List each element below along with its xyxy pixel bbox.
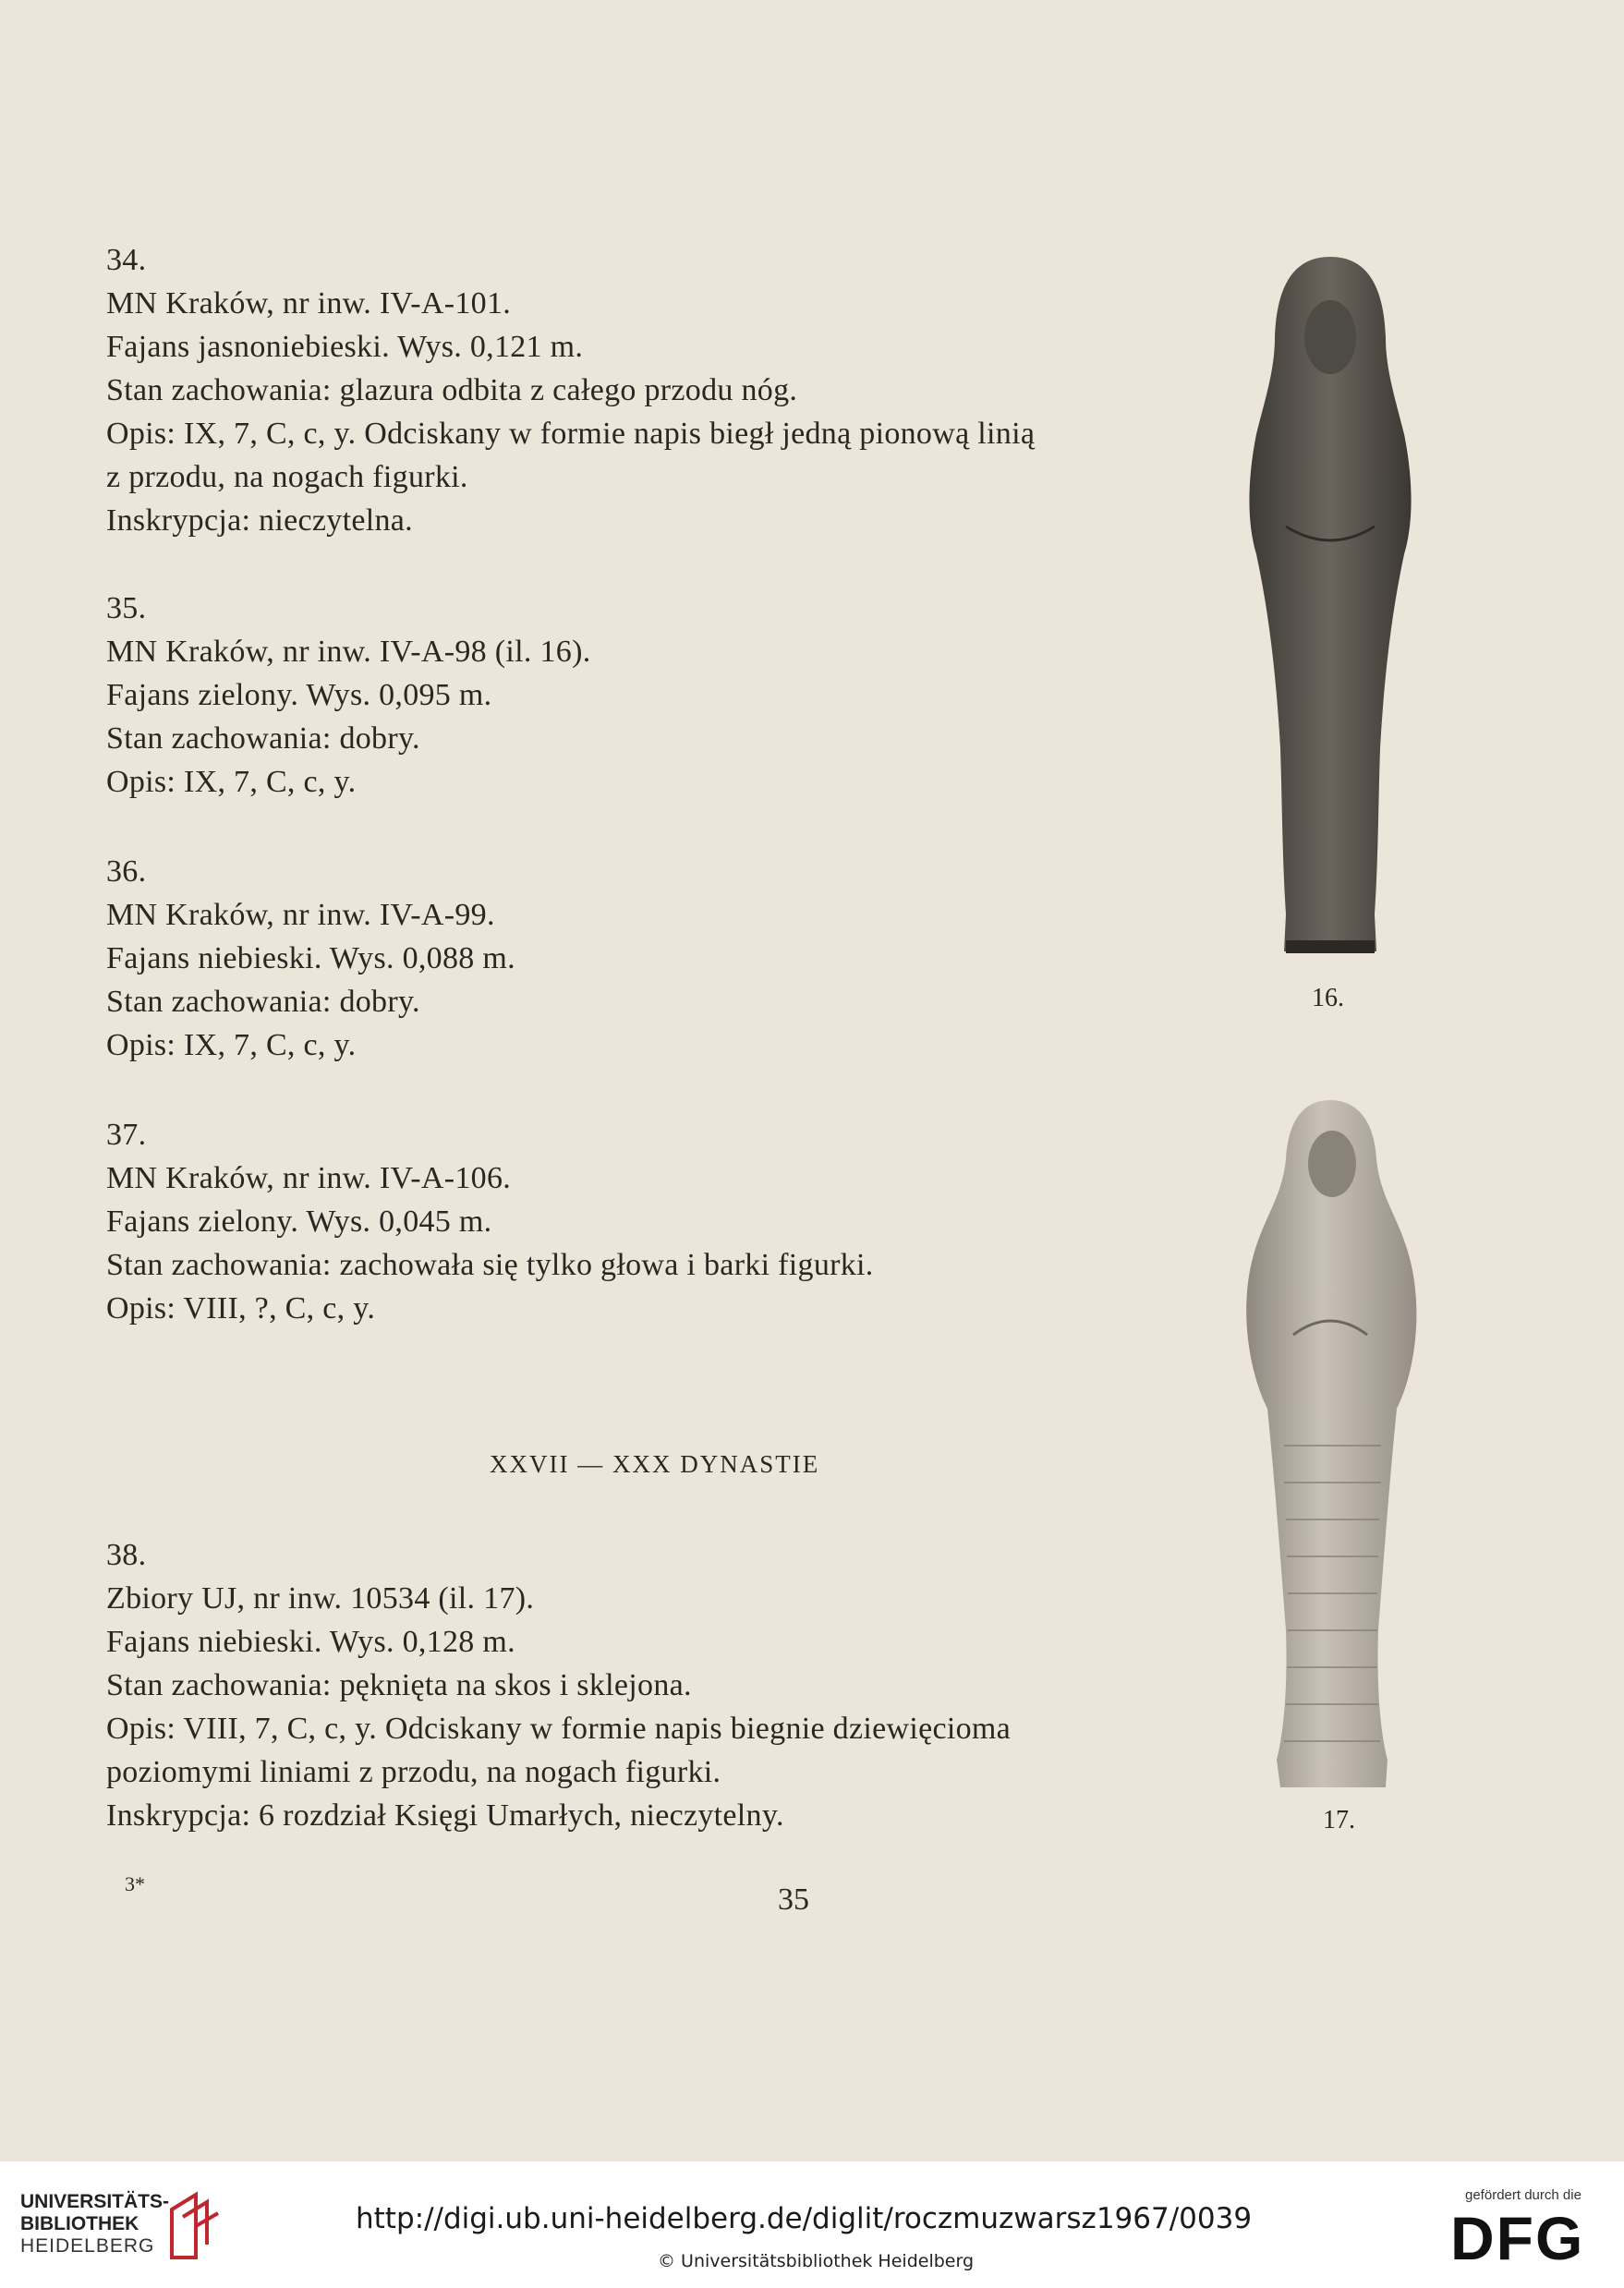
copyright-notice: © Universitätsbibliothek Heidelberg bbox=[658, 2251, 975, 2271]
entry-line: Zbiory UJ, nr inw. 10534 (il. 17). bbox=[106, 1581, 535, 1616]
entry-line: Opis: IX, 7, C, c, y. bbox=[106, 765, 357, 799]
figure-caption-16: 16. bbox=[1312, 984, 1344, 1012]
entry-line: Stan zachowania: pęknięta na skos i sklejona. bbox=[106, 1668, 692, 1702]
entry-line: Opis: VIII, ?, C, c, y. bbox=[106, 1291, 376, 1326]
entry-line: MN Kraków, nr inw. IV-A-99. bbox=[106, 898, 495, 932]
catalog-entry-38 bbox=[106, 1533, 1169, 1837]
entry-number: 37. bbox=[106, 1118, 147, 1152]
ushabti-figure-17 bbox=[1229, 1095, 1432, 1806]
entry-line: Inskrypcja: nieczytelna. bbox=[106, 503, 413, 538]
entry-number: 34. bbox=[106, 243, 147, 277]
dfg-logo: DFG bbox=[1450, 2204, 1585, 2272]
library-name-line1: UNIVERSITÄTS- bbox=[20, 2191, 170, 2212]
entry-number: 35. bbox=[106, 591, 147, 625]
entry-line: Opis: IX, 7, C, c, y. Odciskany w formie napis biegł jedną pionową linią bbox=[106, 417, 1036, 451]
catalog-entry-37 bbox=[106, 1113, 1169, 1330]
entry-line: Fajans zielony. Wys. 0,045 m. bbox=[106, 1205, 492, 1239]
entry-number: 38. bbox=[106, 1538, 147, 1572]
library-logo bbox=[20, 2191, 169, 2258]
section-heading: XXVII — XXX DYNASTIE bbox=[490, 1450, 820, 1478]
entry-line: Opis: IX, 7, C, c, y. bbox=[106, 1028, 357, 1062]
entry-line: z przodu, na nogach figurki. bbox=[106, 460, 468, 494]
catalog-entry-35 bbox=[106, 587, 1169, 804]
signature-mark: 3* bbox=[125, 1872, 145, 1895]
entry-line: MN Kraków, nr inw. IV-A-106. bbox=[106, 1161, 512, 1195]
entry-line: Opis: VIII, 7, C, c, y. Odciskany w formie napis biegnie dziewięcioma bbox=[106, 1712, 1012, 1746]
library-emblem-icon bbox=[164, 2189, 224, 2263]
entry-line: Stan zachowania: glazura odbita z całego przodu nóg. bbox=[106, 373, 798, 407]
library-name-line2: BIBLIOTHEK bbox=[20, 2213, 139, 2234]
entry-number: 36. bbox=[106, 854, 147, 889]
entry-line: Fajans zielony. Wys. 0,095 m. bbox=[106, 678, 492, 712]
entry-line: Stan zachowania: zachowała się tylko głowa i barki figurki. bbox=[106, 1248, 874, 1282]
figure-caption-17: 17. bbox=[1323, 1806, 1355, 1834]
digitization-footer bbox=[0, 2161, 1624, 2288]
page-number: 35 bbox=[778, 1882, 809, 1917]
entry-line: poziomymi liniami z przodu, na nogach figurki. bbox=[106, 1755, 721, 1789]
funded-by-label: gefördert durch die bbox=[1465, 2187, 1582, 2203]
catalog-entry-36 bbox=[106, 850, 1169, 1067]
library-name-line3: HEIDELBERG bbox=[20, 2235, 155, 2257]
permalink-url[interactable]: http://digi.ub.uni-heidelberg.de/diglit/roczmuzwarsz1967/0039 bbox=[356, 2202, 1253, 2235]
entry-line: MN Kraków, nr inw. IV-A-98 (il. 16). bbox=[106, 635, 591, 669]
ushabti-figure-16 bbox=[1229, 249, 1432, 970]
entry-line: Fajans niebieski. Wys. 0,088 m. bbox=[106, 941, 515, 975]
entry-line: Inskrypcja: 6 rozdział Księgi Umarłych, nieczytelny. bbox=[106, 1798, 784, 1833]
entry-line: Stan zachowania: dobry. bbox=[106, 721, 420, 756]
entry-line: Stan zachowania: dobry. bbox=[106, 985, 420, 1019]
entry-line: Fajans niebieski. Wys. 0,128 m. bbox=[106, 1625, 515, 1659]
entry-line: MN Kraków, nr inw. IV-A-101. bbox=[106, 286, 512, 321]
catalog-entry-34 bbox=[106, 238, 1169, 542]
entry-line: Fajans jasnoniebieski. Wys. 0,121 m. bbox=[106, 330, 584, 364]
